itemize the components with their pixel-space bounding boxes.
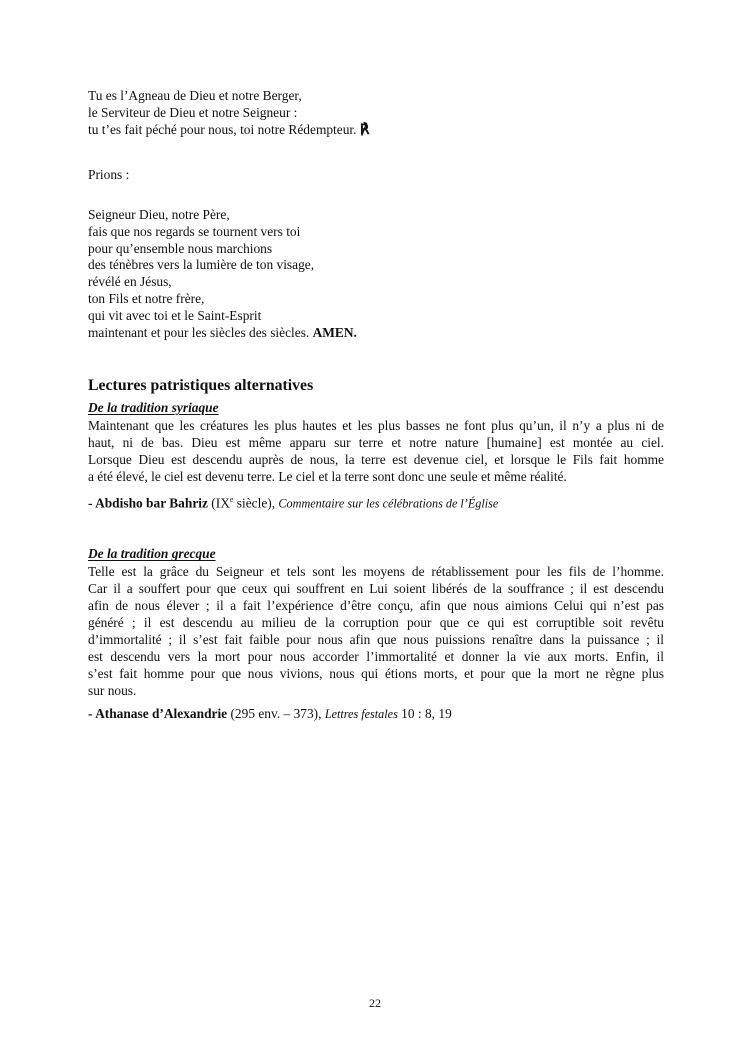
reading-line: d’immortalité ; il s’est fait faible pour nous afin que nous puissions renaître dans la puissance ; il bbox=[88, 632, 664, 648]
reading-line: sur nous. bbox=[88, 683, 137, 699]
prayer-line: fais que nos regards se tournent vers toi bbox=[88, 223, 301, 239]
reading-line: Telle est la grâce du Seigneur et tels sont les moyens de rétablissement pour les fils de l’homme. bbox=[88, 564, 664, 580]
reading-line: s’est fait homme pour que nous vivions, nous qui étions morts, et pour que la mort ne règne plus bbox=[88, 666, 664, 682]
amen: AMEN. bbox=[312, 325, 357, 341]
work-title: Lettres festales bbox=[324, 707, 398, 722]
prayer-line-text: maintenant et pour les siècles des siècles. bbox=[88, 325, 310, 341]
reading-source-title: De la tradition grecque bbox=[88, 546, 216, 562]
work-title: Commentaire sur les célébrations de l’Église bbox=[278, 496, 499, 511]
reading-line: Maintenant que les créatures les plus hautes et les plus basses ne font plus qu’un, il n’y a plus ni de bbox=[88, 417, 664, 433]
reading-line: généré ; il est descendu au milieu de la corruption pour que ce qui est corruptible soit revêtu bbox=[88, 615, 664, 631]
reading-line: Car il a souffert pour que ceux qui souffrent en Lui soient libérés de la souffrance ; il est descendu bbox=[88, 581, 664, 597]
prayer-line-last bbox=[88, 325, 664, 342]
stanza-line-3 bbox=[88, 122, 664, 140]
author: - Abdisho bar Bahriz bbox=[88, 495, 208, 511]
stanza-line-3-text: tu t’es fait péché pour nous, toi notre Rédempteur. bbox=[88, 121, 357, 137]
reading-source-title: De la tradition syriaque bbox=[88, 399, 219, 415]
prayer-line: des ténèbres vers la lumière de ton visage, bbox=[88, 257, 315, 273]
reading-syriac bbox=[88, 399, 664, 512]
date-sup: e bbox=[229, 494, 234, 504]
reading-line: a été élevé, le ciel est devenu terre. Le ciel et la terre sont donc une seule et même réalité. bbox=[88, 468, 567, 484]
work-ref: 10 : 8, 19 bbox=[397, 706, 452, 722]
stanza-line-1: Tu es l’Agneau de Dieu et notre Berger, bbox=[88, 88, 302, 103]
date-post: siècle), bbox=[233, 495, 279, 511]
reading-text bbox=[88, 417, 664, 485]
section-heading: Lectures patristiques alternatives bbox=[88, 376, 314, 394]
reading-line: Lorsque Dieu est descendu auprès de nous, la terre est devenue ciel, et lorsque le Fils fait homme bbox=[88, 451, 664, 467]
prayer-line: révélé en Jésus, bbox=[88, 274, 172, 290]
prayer bbox=[88, 207, 664, 342]
reading-attribution bbox=[88, 491, 664, 512]
page-number: 22 bbox=[369, 996, 381, 1010]
reading-attribution bbox=[88, 705, 664, 723]
reading-line: afin de nous élever ; il a fait l’expérience d’être conçu, afin que nous aimions Celui qui n’est pas bbox=[88, 598, 664, 614]
response-mark: ℟ bbox=[359, 122, 370, 138]
date-pre: (IX bbox=[207, 495, 230, 511]
reading-line: haut, ni de bas. Dieu est même apparu sur terre et notre nature [humaine] est montée au ciel. bbox=[88, 434, 664, 450]
reading-line: est descendu vers la mort pour nous accorder l’immortalité et donner la vie aux morts. Enfin, il bbox=[88, 649, 664, 665]
reading-text bbox=[88, 563, 664, 699]
stanza bbox=[88, 88, 664, 140]
prayer-line: pour qu’ensemble nous marchions bbox=[88, 240, 273, 256]
prions-label: Prions : bbox=[88, 166, 130, 182]
prayer-line: qui vit avec toi et le Saint-Esprit bbox=[88, 308, 262, 324]
prayer-line: ton Fils et notre frère, bbox=[88, 291, 205, 307]
author: - Athanase d’Alexandrie bbox=[88, 706, 228, 722]
prayer-line: Seigneur Dieu, notre Père, bbox=[88, 206, 230, 222]
stanza-line-2: le Serviteur de Dieu et notre Seigneur : bbox=[88, 104, 298, 120]
reading-greek bbox=[88, 545, 664, 723]
page-body bbox=[88, 88, 664, 723]
date-text: (295 env. – 373), bbox=[227, 706, 325, 722]
